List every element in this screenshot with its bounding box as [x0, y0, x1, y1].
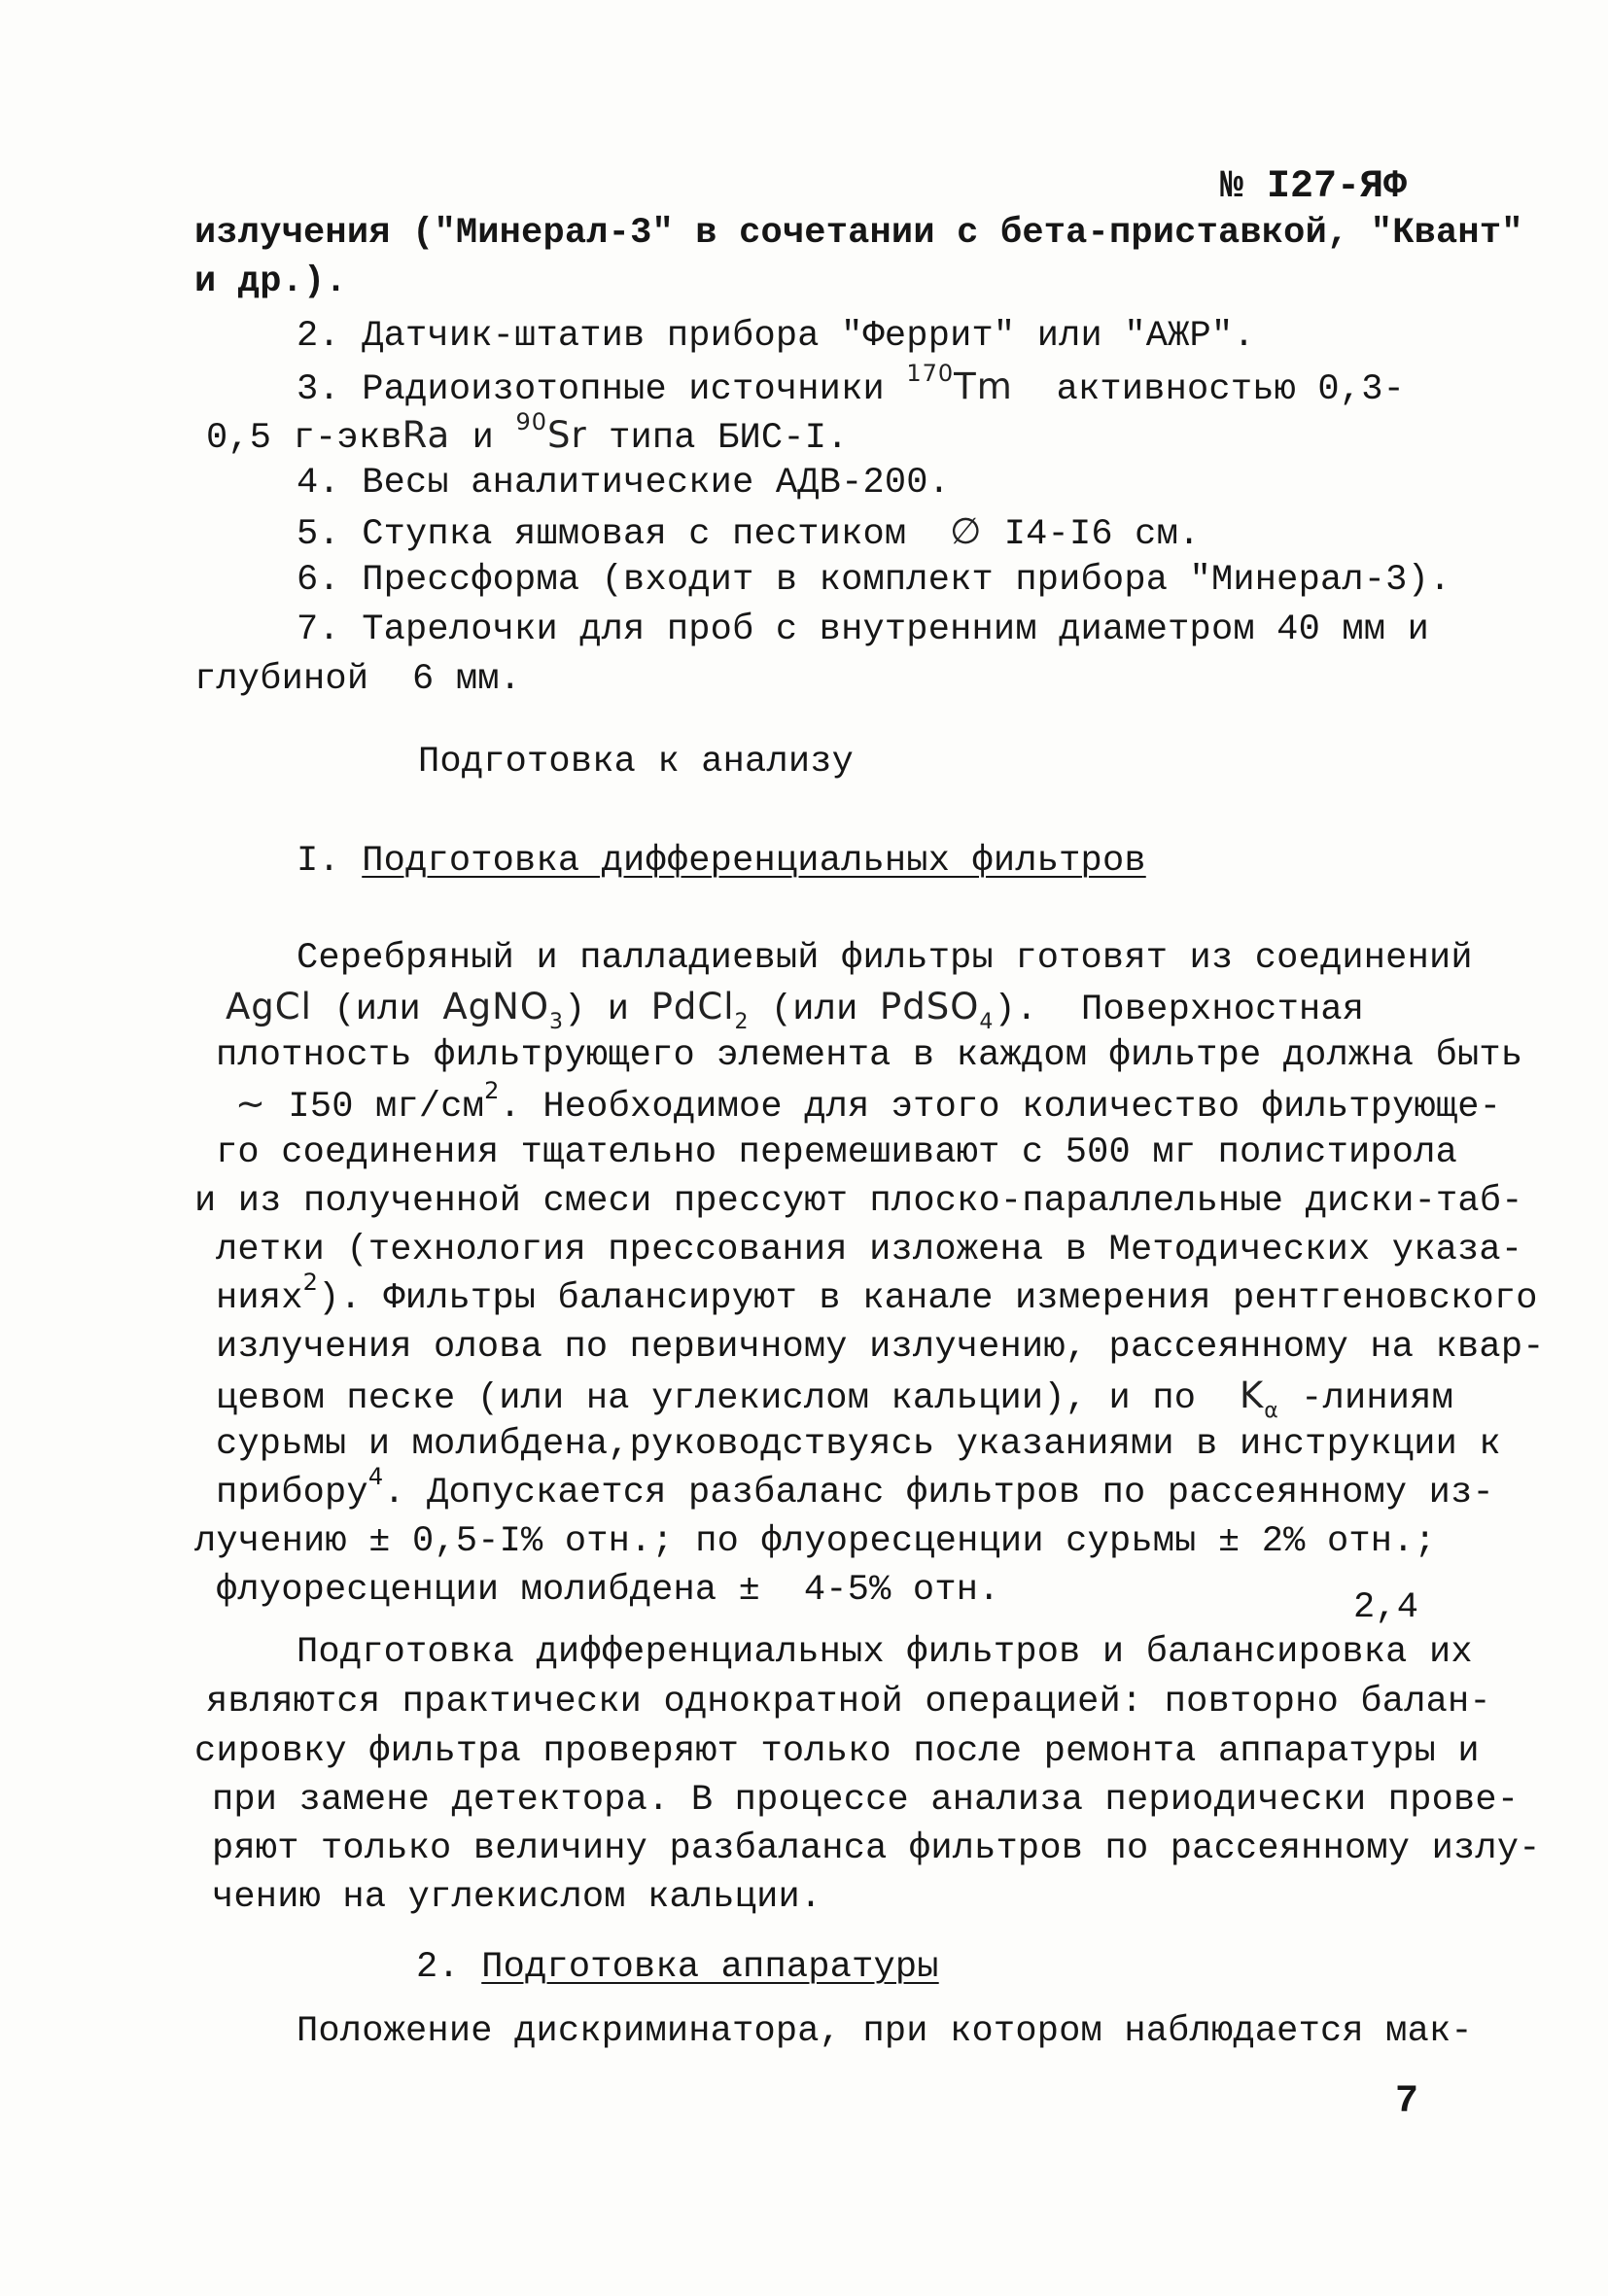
subsection-1-heading: I. Подготовка дифференциальных фильтров: [297, 841, 1146, 882]
paragraph-1-line-3: плотность фильтрующего элемента в каждом фильтре должна быть: [216, 1035, 1523, 1076]
paragraph-1-line-12: прибору$^4$. Допускается разбаланс фильтров по рассеянному из-: [216, 1463, 1494, 1513]
list-item-4: 4. Весы аналитические АДВ-200.: [297, 463, 951, 504]
formula-pdcl2: PdCl$_2$: [650, 986, 750, 1034]
formula-pdso4: PdSO$_4$: [879, 986, 995, 1034]
paragraph-1-line-8: ниях$^2$). Фильтры балансируют в канале измерения рентгеновского: [216, 1269, 1538, 1319]
list-item-3-line-2: 0,5 г-эквRa и $^{90}$Sr типа БИС-I.: [206, 408, 849, 459]
isotope-mass-170: 170: [906, 360, 955, 387]
list-continuation-line-1: излучения ("Минерал-3" в сочетании с бета-приставкой, "Квант": [194, 213, 1523, 254]
list-item-7-line-2: глубиной 6 мм.: [194, 659, 522, 700]
paragraph-1-line-14: флуоресценции молибдена ± 4-5% отн.: [216, 1570, 1000, 1611]
document-number: № I27-ЯФ: [1220, 165, 1408, 209]
paragraph-2-line-3: сировку фильтра проверяют только после ремонта аппаратуры и: [194, 1731, 1480, 1772]
element-symbol-ra: Ra: [402, 414, 451, 456]
paragraph-1-line-10: цевом песке (или на углекислом кальции), и по $K_\alpha$ -линиям: [216, 1374, 1453, 1423]
isotope-symbol-sr: Sr: [546, 414, 587, 456]
paragraph-2-line-1: Подготовка дифференциальных фильтров и балансировка их: [297, 1632, 1473, 1673]
reference-marker: 2,4: [1353, 1587, 1419, 1628]
paragraph-2-line-4: при замене детектора. В процессе анализа периодически прове-: [212, 1780, 1520, 1821]
subsection-2-title: Подготовка аппаратуры: [481, 1947, 939, 1988]
list-item-2: 2. Датчик-штатив прибора "Феррит" или "АЖР".: [297, 316, 1255, 357]
isotope-mass-90: 90: [515, 408, 547, 435]
section-title: Подготовка к анализу: [418, 742, 855, 783]
paragraph-1-line-1: Серебряный и палладиевый фильтры готовят из соединений: [297, 938, 1473, 979]
paragraph-1-line-5: го соединения тщательно перемешивают с 500 мг полистирола: [216, 1132, 1458, 1173]
subsection-1-title: Подготовка дифференциальных фильтров: [362, 841, 1146, 882]
formula-agno3: AgNO$_3$: [442, 986, 564, 1034]
paragraph-1-line-7: летки (технология прессования изложена в Методических указа-: [216, 1230, 1523, 1270]
paragraph-2-line-2: являются практически однократной операцией: повторно балан-: [206, 1682, 1491, 1722]
paragraph-1-line-11: сурьмы и молибдена,руководствуясь указаниями в инструкции к: [216, 1424, 1501, 1465]
isotope-symbol-tm: Tm: [954, 365, 1013, 407]
formula-agcl: AgCl: [226, 986, 312, 1027]
list-continuation-line-2: и др.).: [194, 261, 347, 302]
paragraph-3-line-1: Положение дискриминатора, при котором наблюдается мак-: [297, 2011, 1473, 2052]
list-item-7-line-1: 7. Тарелочки для проб с внутренним диаметром 40 мм и: [297, 609, 1429, 650]
paragraph-1-line-9: излучения олова по первичному излучению, рассеянному на квар-: [216, 1327, 1545, 1368]
paragraph-2-line-5: ряют только величину разбаланса фильтров по рассеянному излу-: [212, 1828, 1541, 1869]
k-alpha-symbol: $K_\alpha$: [1239, 1374, 1279, 1423]
paragraph-1-line-13: лучению ± 0,5-I% отн.; по флуоресценции сурьмы ± 2% отн.;: [194, 1521, 1437, 1562]
approx-icon: ~: [235, 1083, 267, 1125]
paragraph-1-line-6: и из полученной смеси прессуют плоско-параллельные диски-таб-: [194, 1181, 1523, 1222]
paragraph-1-line-4: ~ I50 $мг/см^2$. Необходимое для этого количество фильтрующе-: [235, 1077, 1502, 1128]
diameter-icon: ∅: [950, 510, 983, 552]
list-item-3-line-1: 3. Радиоизотопные источники $^{170}$Tm активностью 0,3-: [297, 360, 1406, 410]
subsection-2-heading: 2. Подготовка аппаратуры: [416, 1947, 939, 1988]
page-number: 7: [1395, 2080, 1419, 2124]
paragraph-2-line-6: чению на углекислом кальции.: [212, 1877, 822, 1918]
list-item-5: 5. Ступка яшмовая с пестиком ∅ I4-I6 см.: [297, 510, 1201, 555]
paragraph-1-line-2: AgCl (или AgNO$_3$) и PdCl$_2$ (или PdSO$_4$). Поверхностная: [226, 986, 1365, 1034]
list-item-6: 6. Прессформа (входит в комплект прибора "Минерал-3).: [297, 560, 1451, 601]
